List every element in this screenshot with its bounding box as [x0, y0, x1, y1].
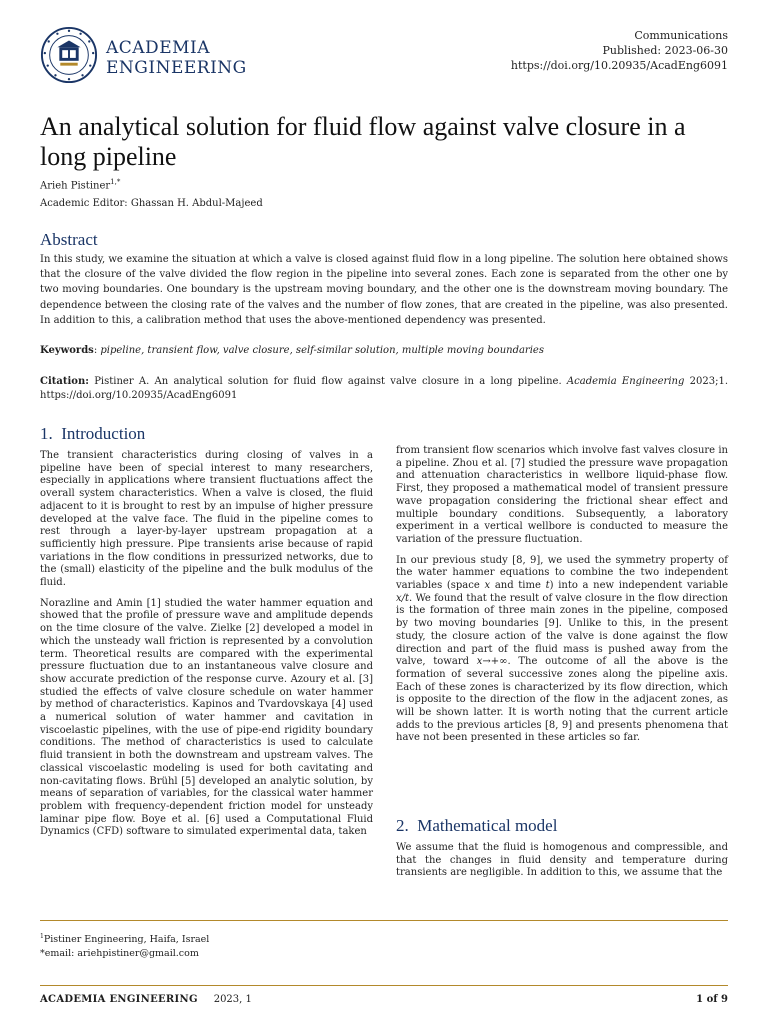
paragraph-text: . We found that the result of valve closure in the flow direction is the formation of three main zones in the pipeline, composed by two moving boundaries [9]. Unlike to this, in the present study, the closure action of the valve is done against the flow direction and part of the fluid mass is pushed away from the valve, toward	[396, 592, 728, 668]
intro-paragraph-4	[396, 555, 728, 746]
brand-line-1: ACADEMIA	[106, 38, 210, 58]
paragraph-text: . The outcome of all the above is the formation of several successive zones along the pipeline axis. Each of these zones is characterized by its flow direction, which is opposite to the direction of the flow in the adjacent zones, as will be shown latter. It is worth noting that the current article adds to the previous articles [8, 9] and presents phenomena that have not been presented in these articles so far.	[396, 656, 728, 744]
footnote-divider	[40, 920, 728, 921]
journal-brand	[106, 38, 247, 78]
header-doi-link[interactable]: https://doi.org/10.20935/AcadEng6091	[510, 59, 728, 72]
section-title: Introduction	[61, 424, 146, 443]
math-var-t: t	[545, 580, 550, 592]
affiliation-marker: 1	[40, 933, 44, 940]
footer-journal-name: ACADEMIA ENGINEERING	[40, 994, 198, 1005]
math-limit: x→+∞	[476, 656, 508, 668]
abstract-text: In this study, we examine the situation at which a valve is closed against fluid flow in a long pipeline. The solution here obtained shows that the closure of the valve divided the flow region in the pipeline into several zones. Each zone is separated from the other one by two moving boundaries. One boundary is the upstream moving boundary, and the other one is the downstream moving boundary. The dependence between the closing rate of the valves and the number of flow zones, that are created in the pipeline, was also presented. In addition to this, a calibration method that uses the above-mentioned dependency was presented.	[40, 254, 728, 326]
published-date: Published: 2023-06-30	[602, 44, 728, 57]
intro-paragraph-2: Norazline and Amin [1] studied the water hammer equation and showed that the profile of pressure wave and amplitude depends on the time closure of the valve. Zielke [2] developed a model in which the unsteady wall friction is represented by a convolution term. Theoretical results are compared with the experimental pressure fluctuation due to an instantaneous valve closure and show accurate prediction of the response curve. Azoury et al. [3] studied the effects of valve closure schedule on water hammer by method of characteristics. Kapinos and Tvardovskaya [4] used a numerical solution of water hammer and cavitation in viscoelastic pipelines, with the use of pipe-end rigidity boundary conditions. The method of characteristics is used to calculate fluid transient in both the downstream and upstream valves. The classical viscoelastic modeling is used for both cavitating and non-cavitating flows. Brühl [5] developed an analytic solution, by means of separation of variables, for the classical water hammer problem with frequency-dependent friction model for unsteady laminar pipe flow. Boye et al. [6] used a Computational Fluid Dynamics (CFD) software to simulated experimental data, taken	[40, 597, 373, 838]
citation-year-issue: 2023;1.	[689, 376, 728, 387]
keywords-label: Keywords	[40, 345, 94, 356]
brand-line-2: ENGINEERING	[106, 58, 247, 78]
citation-doi-link[interactable]: https://doi.org/10.20935/AcadEng6091	[40, 390, 238, 401]
intro-left-column	[40, 450, 373, 847]
footer-divider	[40, 985, 728, 986]
intro-paragraph-1: The transient characteristics during closing of valves in a pipeline have been of special interest to many researchers, especially in applications where transient fluctuations affect the overall system characteristics. When a valve is closed, the fluid adjacent to it is brought to rest by an impulse of higher pressure developed at the valve face. The fluid in the pipeline comes to rest through a layer-by-layer upstream propagation at a sufficiently high pressure. Pipe transients arise because of rapid variations in the flow conditions in pressurized networks, due to the (small) elasticity of the pipeline and the bulk modulus of the fluid.	[40, 450, 373, 589]
model-right-column	[396, 842, 728, 888]
citation-journal: Academia Engineering	[566, 376, 685, 387]
citation-text: Pistiner A. An analytical solution for fluid flow against valve closure in a long pipeline.	[94, 376, 562, 387]
math-var-x: x	[484, 580, 491, 592]
footnote-email: *email: ariehpistiner@gmail.com	[40, 948, 199, 960]
paragraph-text: In our previous study [8, 9], we used the symmetry property of the water hammer equations to combine the two independent variables (space	[396, 554, 728, 592]
page-footer	[40, 994, 728, 1005]
abstract-heading: Abstract	[40, 230, 98, 249]
keywords-list: pipeline, transient flow, valve closure, self-similar solution, multiple moving boundaries	[100, 345, 544, 356]
section-number: 2.	[396, 816, 409, 835]
section-number: 1.	[40, 424, 53, 443]
academic-editor: Academic Editor: Ghassan H. Abdul-Majeed	[40, 198, 263, 209]
affiliation-text: Pistiner Engineering, Haifa, Israel	[43, 934, 210, 946]
footnotes	[40, 930, 209, 961]
publication-info	[511, 28, 728, 73]
journal-header	[40, 26, 728, 86]
author-name: Arieh Pistiner	[40, 180, 111, 192]
intro-right-column	[396, 445, 728, 753]
section-title: Mathematical model	[417, 816, 558, 835]
paragraph-text: ) into a new independent variable	[549, 580, 729, 592]
page-number: 1 of 9	[696, 994, 728, 1005]
model-paragraph-1: We assume that the fluid is homogenous and compressible, and that the changes in fluid density and temperature during transients are negligible. In addition to this, we assume that the	[396, 842, 728, 879]
citation-label: Citation:	[40, 376, 89, 387]
keywords: Keywords: pipeline, transient flow, valve closure, self-similar solution, multiple moving boundaries	[40, 345, 544, 356]
author-affiliation-marker: 1,*	[110, 178, 121, 186]
intro-paragraph-3: from transient flow scenarios which involve fast valves closure in a pipeline. Zhou et al. [7] studied the pressure wave propagation and attenuation characteristics in wellbore liquid-phase flow. First, they proposed a mathematical model of transient pressure wave propagation considering the frictional shear effect and multiple boundary conditions. Subsequently, a laboratory experiment in a vertical wellbore is conducted to measure the variation of the pressure fluctuation.	[396, 445, 728, 545]
section-heading-mathematical-model	[396, 816, 557, 836]
article-type: Communications	[634, 29, 728, 42]
section-heading-introduction	[40, 424, 145, 444]
journal-seal-logo	[40, 26, 98, 84]
math-var-x-over-t: x/t	[396, 592, 410, 604]
paragraph-text: and time	[494, 580, 541, 592]
footnote-affiliation	[40, 930, 209, 947]
footer-volume: 2023, 1	[213, 994, 252, 1005]
author-line	[40, 178, 120, 191]
article-title: An analytical solution for fluid flow against valve closure in a long pipeline	[40, 112, 686, 171]
citation	[40, 375, 728, 403]
